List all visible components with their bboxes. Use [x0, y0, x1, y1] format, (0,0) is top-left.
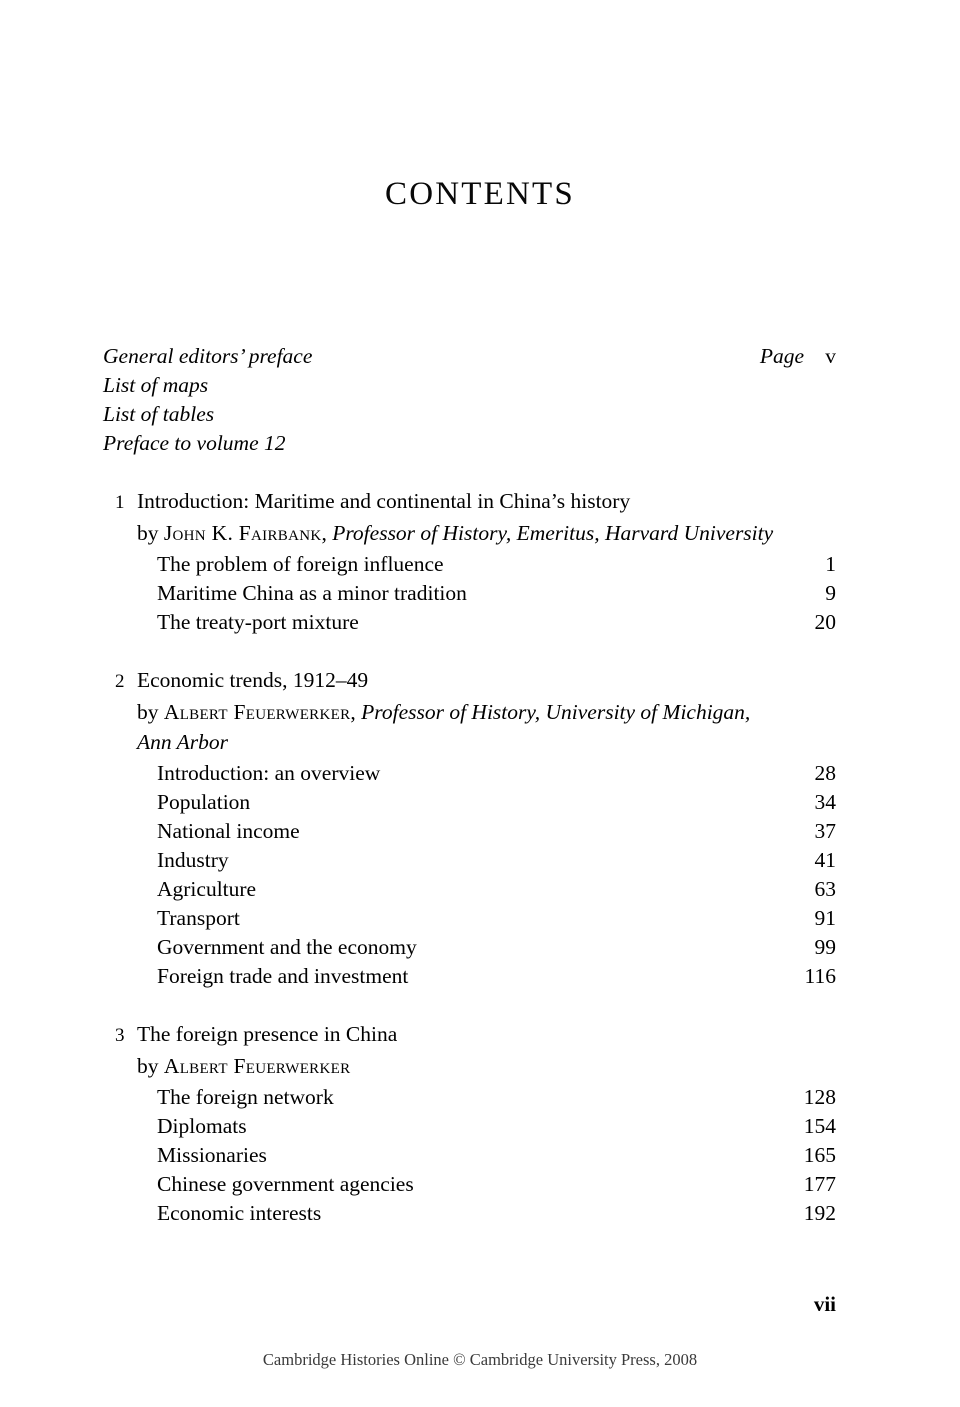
section-entry[interactable]	[157, 1141, 836, 1170]
section-label: Maritime China as a minor tradition	[157, 581, 467, 605]
section-label: Chinese government agencies	[157, 1172, 414, 1196]
section-label: The problem of foreign influence	[157, 552, 444, 576]
section-entry[interactable]	[157, 550, 836, 579]
section-page-number: 154	[803, 1114, 836, 1138]
section-label: Introduction: an overview	[157, 761, 381, 785]
section-entry[interactable]	[157, 579, 836, 608]
author-affiliation: Professor of History, Emeritus, Harvard University	[332, 521, 774, 545]
author-affiliation: Professor of History, University of Michigan,	[361, 700, 751, 724]
section-list	[103, 550, 836, 637]
section-label: Agriculture	[157, 877, 257, 901]
chapter-heading[interactable]	[115, 665, 836, 697]
section-label: Transport	[157, 906, 240, 930]
section-entry[interactable]	[157, 962, 836, 991]
section-page-number: 34	[814, 790, 836, 814]
chapter-list	[103, 486, 836, 1228]
section-entry[interactable]	[157, 1199, 836, 1228]
section-page-number: 177	[803, 1172, 836, 1196]
copyright-notice: Cambridge Histories Online © Cambridge University Press, 2008	[262, 1350, 698, 1369]
section-label: Economic interests	[157, 1201, 322, 1225]
section-entry[interactable]	[157, 1112, 836, 1141]
section-entry[interactable]	[157, 608, 836, 637]
section-entry[interactable]	[157, 1083, 836, 1112]
author-affiliation-continued: Ann Arbor	[137, 730, 228, 754]
front-matter-label: General editors’ preface	[103, 344, 313, 368]
front-matter-label: Preface to volume 12	[103, 431, 286, 455]
front-matter-list	[103, 342, 836, 458]
byline-separator: ,	[350, 700, 362, 724]
section-page-number: 28	[814, 761, 836, 785]
section-entry[interactable]	[157, 904, 836, 933]
author-name: John K. Fairbank	[163, 521, 322, 545]
chapter-byline	[137, 697, 836, 727]
section-list	[103, 759, 836, 991]
section-label: National income	[157, 819, 300, 843]
section-page-number: 20	[814, 610, 836, 634]
front-matter-label: List of tables	[103, 402, 215, 426]
byline-prefix: by	[137, 700, 164, 724]
section-entry[interactable]	[157, 933, 836, 962]
section-entry[interactable]	[157, 846, 836, 875]
chapter-title: Introduction: Maritime and continental in China’s history	[137, 489, 631, 513]
section-page-number: 63	[814, 877, 836, 901]
chapter-title: Economic trends, 1912–49	[137, 668, 369, 692]
section-label: Population	[157, 790, 251, 814]
chapter-heading[interactable]	[115, 1019, 836, 1051]
section-list	[103, 1083, 836, 1228]
front-matter-item[interactable]	[103, 342, 836, 371]
section-label: Diplomats	[157, 1114, 247, 1138]
section-page-number: 91	[814, 906, 836, 930]
section-page-number: 9	[825, 581, 836, 605]
chapter-number: 2	[115, 671, 125, 692]
section-page-number: 41	[814, 848, 836, 872]
chapter-block	[103, 1019, 836, 1228]
section-entry[interactable]	[157, 1170, 836, 1199]
section-page-number: 128	[803, 1085, 836, 1109]
section-page-number: 116	[804, 964, 836, 988]
table-of-contents	[103, 342, 836, 1228]
author-name: Albert Feuerwerker	[163, 700, 351, 724]
section-page-number: 1	[825, 552, 836, 576]
section-entry[interactable]	[157, 759, 836, 788]
chapter-title: The foreign presence in China	[137, 1022, 398, 1046]
section-page-number: 192	[803, 1201, 836, 1225]
byline-separator: ,	[321, 521, 333, 545]
section-page-number: 165	[803, 1143, 836, 1167]
chapter-number: 1	[115, 492, 125, 513]
chapter-byline	[137, 1051, 836, 1081]
section-label: Missionaries	[157, 1143, 267, 1167]
front-matter-page-number: v	[825, 344, 836, 368]
chapter-heading[interactable]	[115, 486, 836, 518]
folio-page-number: vii	[813, 1292, 836, 1316]
byline-prefix: by	[137, 521, 164, 545]
front-matter-item[interactable]	[103, 429, 836, 458]
section-page-number: 99	[814, 935, 836, 959]
front-matter-label: List of maps	[103, 373, 209, 397]
chapter-block	[103, 665, 836, 991]
page-title: CONTENTS	[385, 176, 575, 212]
section-entry[interactable]	[157, 875, 836, 904]
section-label: Industry	[157, 848, 229, 872]
page-column-header: Page	[759, 344, 804, 368]
chapter-byline	[137, 518, 836, 548]
front-matter-item[interactable]	[103, 400, 836, 429]
chapter-block	[103, 486, 836, 637]
section-entry[interactable]	[157, 788, 836, 817]
section-page-number: 37	[814, 819, 836, 843]
byline-prefix: by	[137, 1054, 164, 1078]
front-matter-item[interactable]	[103, 371, 836, 400]
section-label: Foreign trade and investment	[157, 964, 409, 988]
section-label: The foreign network	[157, 1085, 334, 1109]
section-label: Government and the economy	[157, 935, 417, 959]
section-entry[interactable]	[157, 817, 836, 846]
chapter-number: 3	[115, 1025, 125, 1046]
author-name: Albert Feuerwerker	[163, 1054, 351, 1078]
section-label: The treaty-port mixture	[157, 610, 359, 634]
